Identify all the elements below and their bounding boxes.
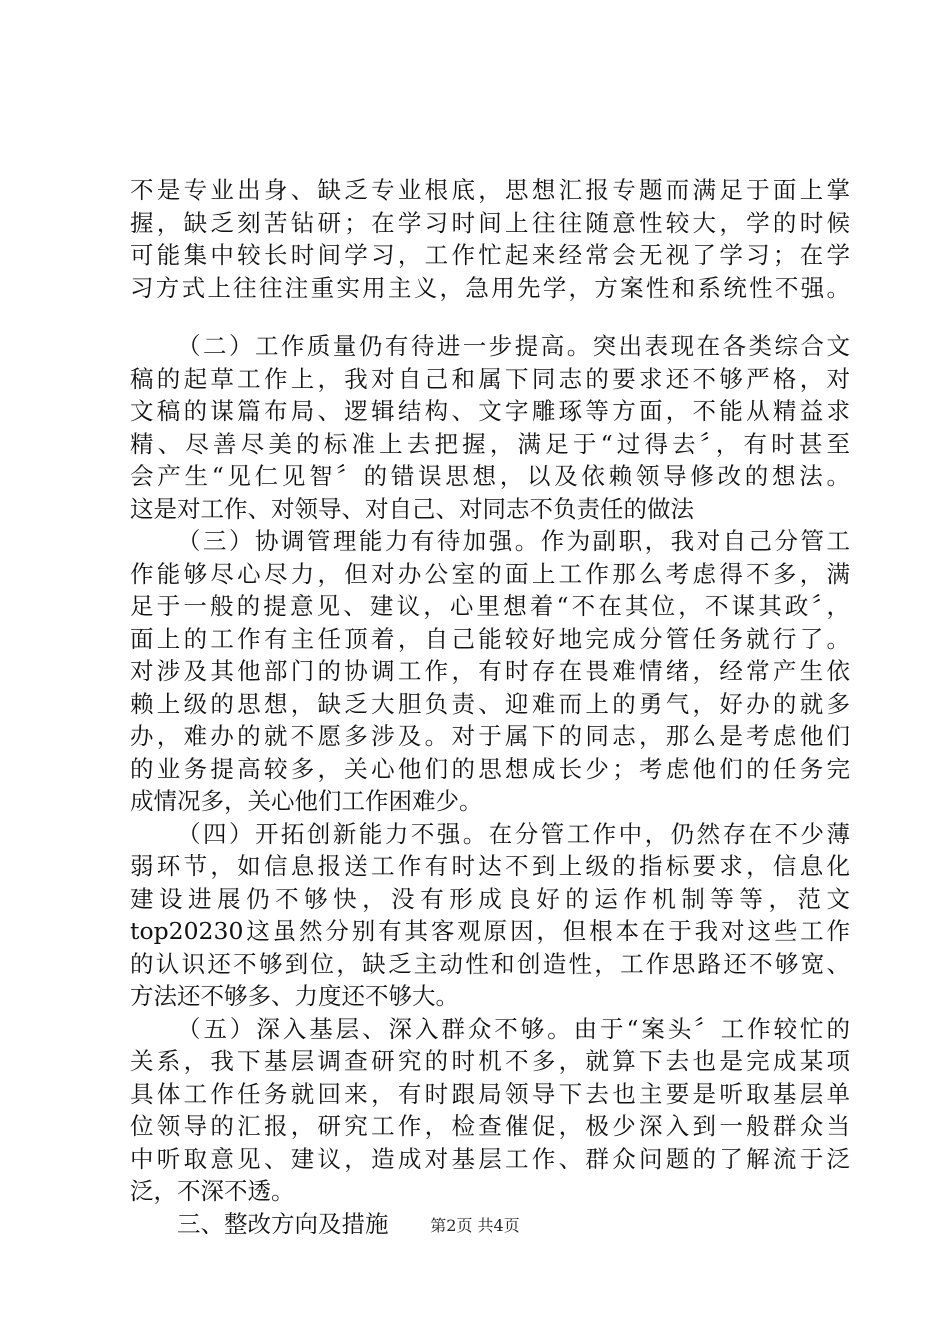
text-line: 这是对工作、对领导、对自己、对同志不负责任的做法 bbox=[130, 494, 694, 523]
text-line: 足于一般的提意见、建议，心里想着“不在其位，不谋其政〞， bbox=[130, 592, 850, 620]
text-line: 位领导的汇报，研究工作，检查催促，极少深入到一般群众当 bbox=[130, 1112, 850, 1140]
text-line: 握，缺乏刻苦钻研；在学习时间上往往随意性较大，学的时候 bbox=[130, 208, 850, 237]
text-line: 具体工作任务就回来，有时跟局领导下去也主要是听取基层单 bbox=[130, 1079, 850, 1108]
text-line: 作能够尽心尽力，但对办公室的面上工作那么考虑得不多，满 bbox=[130, 559, 850, 588]
text-line: 方法还不够多、力度还不够大。 bbox=[130, 982, 459, 1010]
text-line: （五）深入基层、深入群众不够。由于“案头〞工作较忙的 bbox=[177, 1014, 850, 1043]
text-line: 办，难办的就不愿多涉及。对于属下的同志，那么是考虑他们 bbox=[130, 722, 850, 750]
paragraph-work-quality bbox=[130, 330, 850, 525]
paragraph-grassroots bbox=[130, 1013, 850, 1208]
text-line: （二）工作质量仍有待进一步提高。突出表现在各类综合文 bbox=[177, 332, 850, 360]
text-line: 精、尽善尽美的标准上去把握，满足于“过得去〞，有时甚至 bbox=[130, 429, 850, 458]
text-line: 对涉及其他部门的协调工作，有时存在畏难情绪，经常产生依 bbox=[130, 657, 850, 685]
text-line: 中听取意见、建议，造成对基层工作、群众问题的了解流于泛 bbox=[130, 1144, 850, 1173]
text-line: 会产生“见仁见智〞的错误思想，以及依赖领导修改的想法。 bbox=[130, 462, 850, 490]
paragraph-gap bbox=[130, 304, 850, 330]
text-line: top20230这虽然分别有其客观原因，但根本在于我对这些工作 bbox=[130, 917, 850, 945]
text-line: （三）协调管理能力有待加强。作为副职，我对自己分管工 bbox=[177, 527, 850, 555]
paragraph-study-method bbox=[130, 174, 850, 304]
text-line: 赖上级的思想，缺乏大胆负责、迎难而上的勇气，好办的就多 bbox=[130, 689, 850, 718]
text-line: 弱环节，如信息报送工作有时达不到上级的指标要求，信息化 bbox=[130, 852, 850, 880]
text-line: 习方式上往往注重实用主义，急用先学，方案性和系统性不强。 bbox=[130, 273, 850, 302]
section-heading-text: 三、整改方向及措施 bbox=[177, 1209, 389, 1238]
paragraph-coordination bbox=[130, 525, 850, 818]
text-line: 不是专业出身、缺乏专业根底，思想汇报专题而满足于面上掌 bbox=[130, 176, 850, 204]
text-line: 的业务提高较多，关心他们的思想成长少；考虑他们的任务完 bbox=[130, 754, 850, 783]
document-body bbox=[130, 174, 850, 1240]
paragraph-innovation bbox=[130, 818, 850, 1013]
text-line: 关系，我下基层调查研究的时机不多，就算下去也是完成某项 bbox=[130, 1047, 850, 1075]
text-line: 文稿的谋篇布局、逻辑结构、文字雕琢等方面，不能从精益求 bbox=[130, 397, 850, 425]
page-footer: 第2页 共4页 bbox=[430, 1216, 520, 1235]
text-line: （四）开拓创新能力不强。在分管工作中，仍然存在不少薄 bbox=[177, 819, 850, 848]
text-line: 的认识还不够到位，缺乏主动性和创造性，工作思路还不够宽、 bbox=[130, 949, 850, 978]
text-line: 建设进展仍不够快，没有形成良好的运作机制等等，范文 bbox=[130, 884, 850, 913]
text-line: 可能集中较长时间学习，工作忙起来经常会无视了学习；在学 bbox=[130, 241, 850, 269]
text-line: 泛，不深不透。 bbox=[130, 1177, 295, 1205]
text-line: 稿的起草工作上，我对自己和属下同志的要求还不够严格，对 bbox=[130, 364, 850, 393]
text-line: 成情况多，关心他们工作困难少。 bbox=[130, 787, 483, 815]
text-line: 面上的工作有主任顶着，自己能较好地完成分管任务就行了。 bbox=[130, 624, 850, 653]
